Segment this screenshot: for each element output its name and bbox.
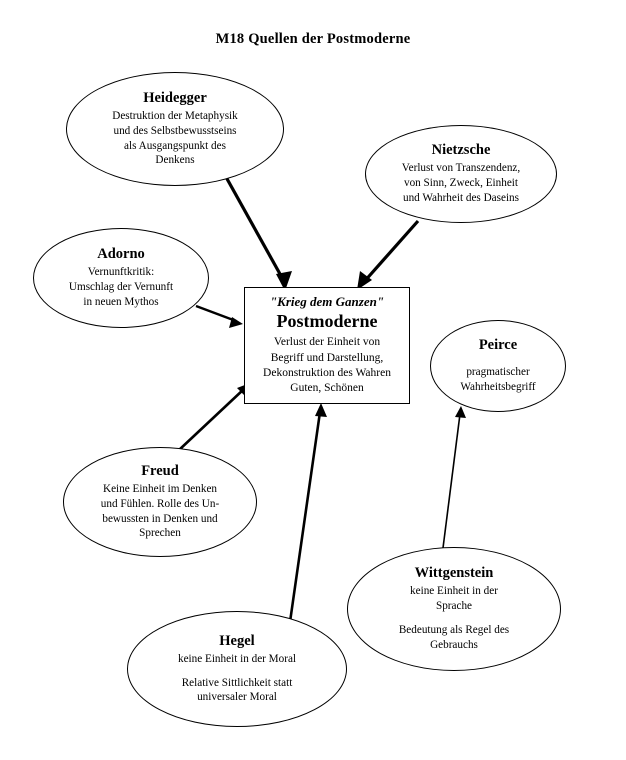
node-adorno-description	[69, 265, 173, 309]
arrow-freud-to-postmoderne	[179, 383, 250, 450]
text-line: Vernunftkritik:	[87, 266, 155, 279]
text-line: Gebrauchs	[430, 638, 478, 651]
text-line: Keine Einheit im Denken	[102, 482, 218, 495]
node-hegel-title: Hegel	[219, 632, 255, 649]
text-line: universaler Moral	[197, 691, 277, 704]
text-line: Relative Sittlichkeit statt	[181, 676, 293, 689]
text-line: Wahrheitsbegriff	[460, 381, 536, 394]
node-hegel-description	[178, 652, 296, 705]
arrow-wittgenstein-to-peirce	[443, 406, 466, 548]
text-line: Sprache	[435, 600, 473, 613]
node-postmoderne-quote: "Krieg dem Ganzen"	[269, 294, 385, 310]
arrow-adorno-to-postmoderne	[196, 306, 243, 328]
arrow-heidegger-to-postmoderne	[221, 168, 292, 291]
node-peirce-description	[460, 356, 535, 395]
node-heidegger[interactable]	[66, 72, 284, 186]
node-peirce[interactable]	[430, 320, 566, 412]
node-freud[interactable]	[63, 447, 257, 557]
node-heidegger-title: Heidegger	[143, 89, 207, 106]
text-line: von Sinn, Zweck, Einheit	[403, 177, 519, 190]
node-wittgenstein[interactable]	[347, 547, 561, 671]
node-nietzsche-title: Nietzsche	[431, 142, 491, 159]
text-line: als Ausgangspunkt des	[124, 139, 226, 152]
arrow-hegel-to-postmoderne	[289, 403, 327, 629]
node-adorno-title: Adorno	[97, 246, 145, 263]
text-line: in neuen Mythos	[83, 295, 159, 308]
node-postmoderne-description	[263, 335, 391, 397]
arrow-nietzsche-to-postmoderne	[357, 221, 418, 290]
node-nietzsche-description	[402, 161, 520, 205]
text-line: Verlust der Einheit von	[273, 336, 381, 349]
node-freud-description	[101, 482, 219, 541]
node-wittgenstein-description	[399, 584, 509, 652]
node-wittgenstein-title: Wittgenstein	[414, 565, 494, 582]
node-postmoderne-title: Postmoderne	[276, 310, 378, 331]
text-line: keine Einheit in der Moral	[177, 652, 297, 665]
text-line: und Fühlen. Rolle des Un-	[100, 497, 220, 510]
text-line: Bedeutung als Regel des	[398, 624, 510, 637]
text-line: Umschlag der Vernunft	[68, 281, 174, 294]
node-peirce-title: Peirce	[478, 337, 518, 354]
text-line: Sprechen	[139, 527, 181, 540]
node-hegel[interactable]	[127, 611, 347, 727]
node-nietzsche[interactable]	[365, 125, 557, 223]
text-line: bewussten in Denken und	[102, 512, 218, 525]
text-line: pragmatischer	[466, 366, 530, 379]
text-line: und des Selbstbewusstseins	[113, 124, 237, 137]
node-adorno[interactable]	[33, 228, 209, 328]
text-line: Guten, Schönen	[290, 382, 364, 395]
text-line: keine Einheit in der	[410, 585, 498, 598]
text-line: Destruktion der Metaphysik	[112, 109, 238, 122]
text-line: Begriff und Darstellung,	[270, 351, 384, 364]
node-heidegger-description	[112, 109, 238, 168]
text-line: Verlust von Transzendenz,	[401, 162, 521, 175]
node-postmoderne[interactable]	[244, 287, 410, 404]
text-line: Denkens	[155, 154, 195, 167]
page-title: M18 Quellen der Postmoderne	[215, 31, 411, 47]
text-line: Dekonstruktion des Wahren	[263, 366, 391, 379]
node-freud-title: Freud	[141, 462, 179, 479]
text-line: und Wahrheit des Daseins	[402, 191, 519, 204]
